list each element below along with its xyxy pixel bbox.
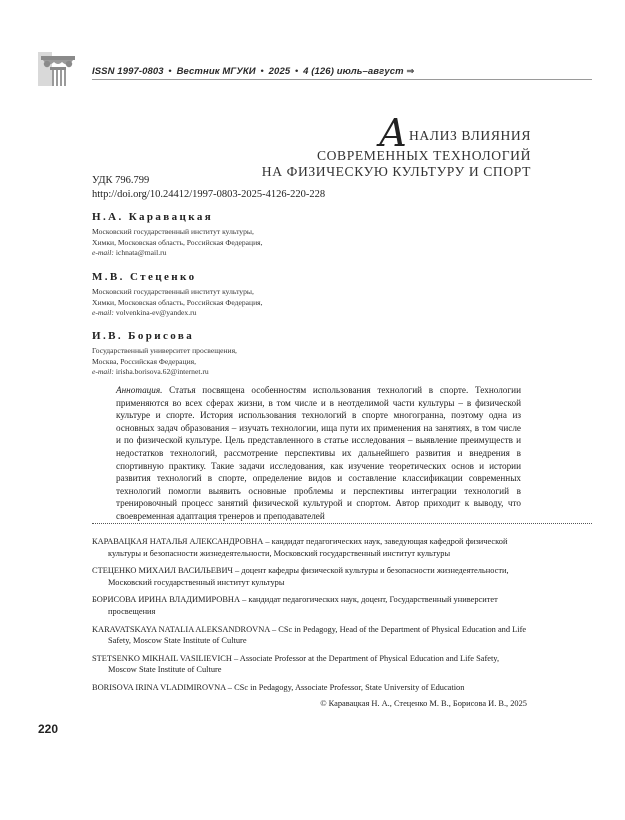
issue: 4 (126) июль–август	[303, 66, 404, 77]
abstract-text: Статья посвящена особенностям использования технологий в спорте. Технологии применяются во всех сферах жизни, в том числе и в неотделимой части культуры – в физической культуре и спорте. История использования технологий в спорте многогранна, поэтому одна из основных задач образования – изучать технологии, ища пути их применения на занятиях, в том числе и по физической культуре. Цель представленного в статье исследования – выявление преимуществ и недостатков технологий, рассмотрение перспективы их дальнейшего развития и внедрения в спортивную практику. Такие задачи исследования, как изучение теоретических основ и истории развития технологий в спорте, определение видов и составление классификации современных технологий помогли выявить основные проблемы и перспективы интеграции технологий в тренировочный процесс занятий физической культурой и спортом. Автор приходит к выводу, что своевременная адаптация тренеров и преподавателей	[116, 385, 522, 521]
udc-code: УДК 796.799	[92, 175, 150, 186]
footnote-item: STETSENKO MIKHAIL VASILIEVICH – Associate Professor at the Department of Physical Education and Life Safety, Moscow State Institute of Culture	[92, 653, 500, 675]
journal-logo-icon	[38, 52, 78, 86]
arrow-icon: ⇒	[406, 66, 415, 77]
journal-name: Вестник МГУКИ	[176, 66, 256, 77]
article-title	[261, 111, 531, 180]
author-affiliation: Московский государственный институт культуры, Химки, Московская область, Российская Федерация, e-mail: ichnata@mail.ru	[92, 227, 263, 258]
author-name: Н.А. Каравацкая	[92, 211, 214, 223]
abstract	[116, 384, 521, 523]
author-email[interactable]: irisha.borisova.62@internet.ru	[115, 367, 209, 377]
issn: ISSN 1997-0803	[92, 66, 164, 77]
title-line-2: СОВРЕМЕННЫХ ТЕХНОЛОГИЙ	[316, 148, 531, 163]
title-line-3: НА ФИЗИЧЕСКУЮ КУЛЬТУРУ И СПОРТ	[261, 164, 531, 179]
footnote-item: BORISOVA IRINA VLADIMIROVNA – CSc in Pedagogy, Associate Professor, State University of Education	[92, 682, 465, 692]
running-head: ISSN 1997-0803 • Вестник МГУКИ • 2025 • 4 (126) июль–август ⇒	[92, 66, 415, 77]
footnote-item: БОРИСОВА ИРИНА ВЛАДИМИРОВНА – кандидат педагогических наук, доцент, Государственный университет просвещения	[92, 595, 498, 616]
page-number: 220	[38, 722, 59, 736]
author-footnotes	[92, 536, 527, 709]
udc-block	[92, 174, 325, 202]
footnote-item: СТЕЦЕНКО МИХАИЛ ВАСИЛЬЕВИЧ – доцент кафедры физической культуры и безопасности жизнедеятельности, Московский государственный институт культуры	[92, 566, 509, 587]
author-email[interactable]: volvenkina-ev@yandex.ru	[115, 308, 197, 318]
footnote-divider	[92, 523, 592, 524]
header-rule	[92, 79, 592, 80]
author-name: И.В. Борисова	[92, 330, 195, 342]
footnote-item: КАРАВАЦКАЯ НАТАЛЬЯ АЛЕКСАНДРОВНА – кандидат педагогических наук, заведующая кафедрой физической культуры и безопасности жизнедеятельности, Московский государственный институт культуры	[92, 537, 508, 558]
footnote-item: KARAVATSKAYA NATALIA ALEKSANDROVNA – CSc in Pedagogy, Head of the Department of Physical Education and Life Safety, Moscow State Institute of Culture	[92, 624, 527, 646]
year: 2025	[268, 66, 291, 77]
doi-link[interactable]: http://doi.org/10.24412/1997-0803-2025-4126-220-228	[92, 189, 326, 200]
author-affiliation: Государственный университет просвещения, Москва, Российская Федерация, e-mail: irisha.borisova.62@internet.ru	[92, 346, 237, 377]
copyright: © Каравацкая Н. А., Стеценко М. В., Борисова И. В., 2025	[320, 698, 527, 708]
abstract-label: Аннотация.	[116, 385, 163, 395]
title-initial: А	[378, 111, 408, 155]
author-affiliation: Московский государственный институт культуры, Химки, Московская область, Российская Федерация, e-mail: volvenkina-ev@yandex.ru	[92, 287, 263, 318]
author-name: М.В. Стеценко	[92, 271, 197, 283]
author-email[interactable]: ichnata@mail.ru	[115, 248, 167, 258]
title-line-1: НАЛИЗ ВЛИЯНИЯ	[408, 128, 531, 143]
